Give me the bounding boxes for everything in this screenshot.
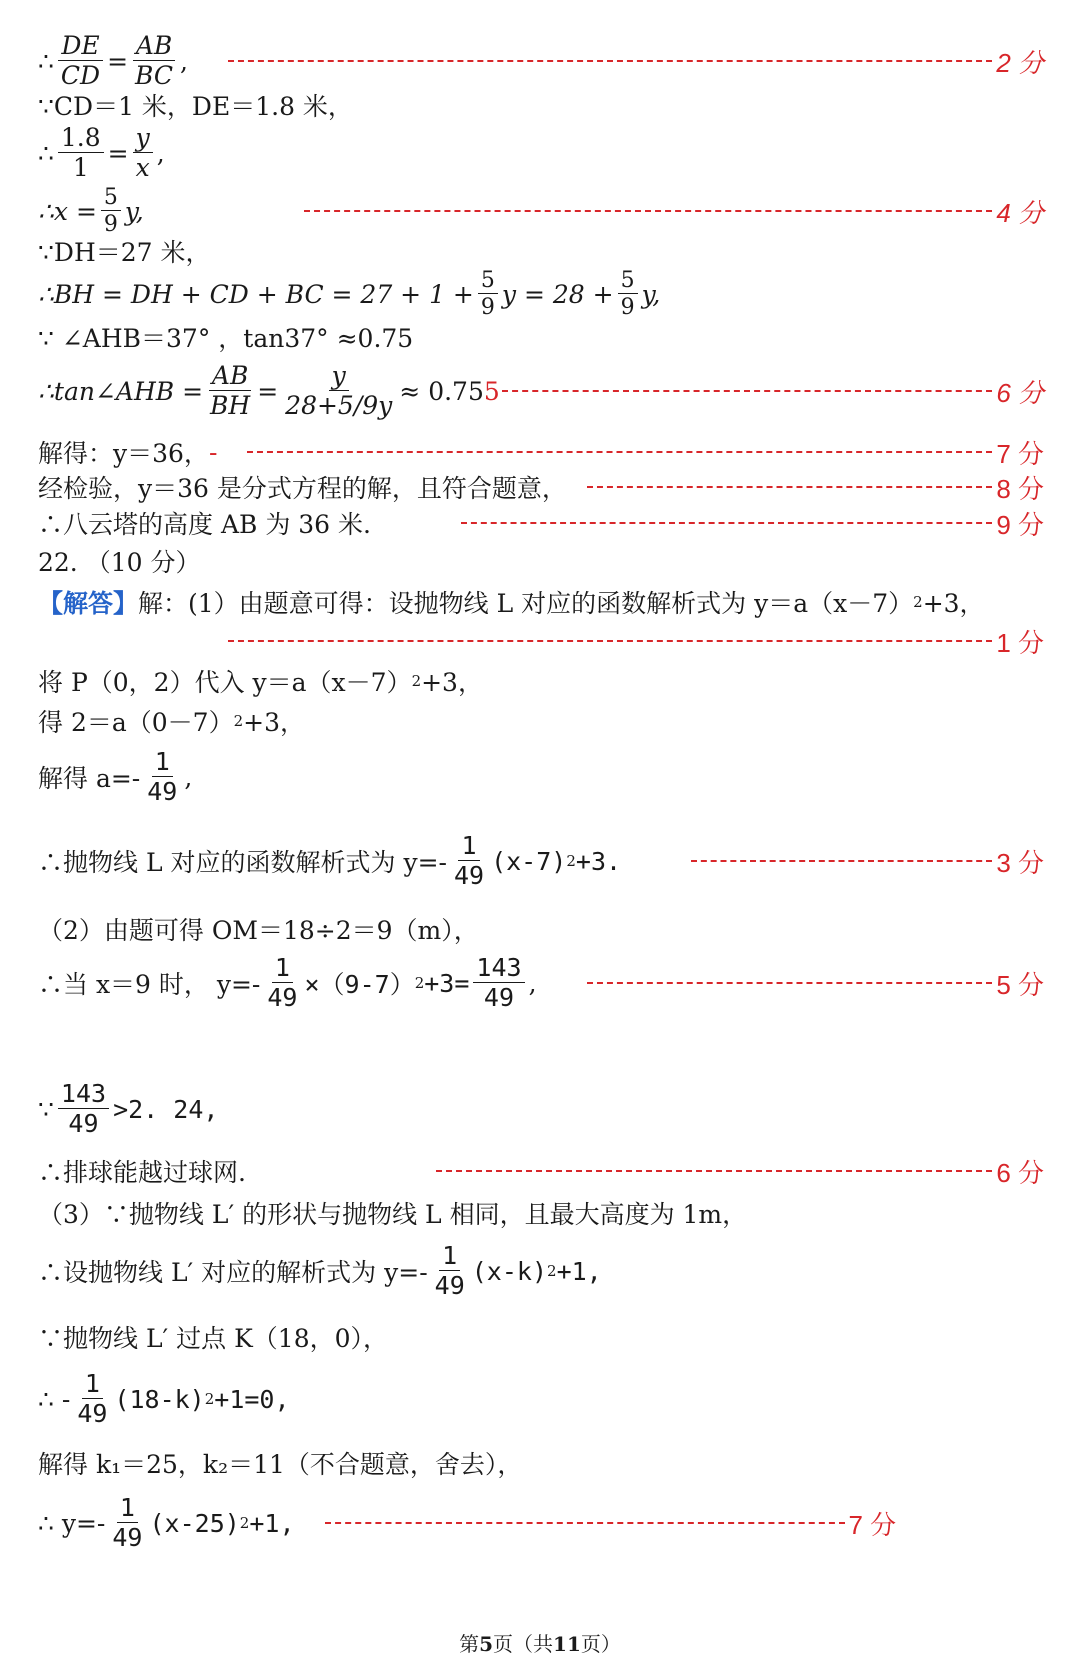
superscript: 2 xyxy=(566,852,576,870)
fraction-denominator: 49 xyxy=(68,1109,99,1138)
score-leader xyxy=(587,486,992,488)
text-line-18 xyxy=(38,912,1044,946)
score-leader xyxy=(587,982,993,984)
score-leader xyxy=(304,210,993,212)
superscript: 2 xyxy=(547,1262,557,1280)
score-leader xyxy=(247,451,992,453)
line-text: - xyxy=(208,437,218,467)
fraction-denominator: 49 xyxy=(77,1399,108,1428)
footer-text: 页） xyxy=(580,1632,621,1656)
line-text: ∴排球能越过球网. xyxy=(38,1158,246,1187)
text-line-26 xyxy=(38,1446,1044,1480)
score-mark: 5 分 xyxy=(996,969,1044,1000)
eq-line-20: ∵ $\frac{143}{49}$ >2. 24, xyxy=(38,1078,219,1138)
fraction-denominator: 49 xyxy=(434,1271,465,1300)
score-line-1 xyxy=(38,626,1044,656)
line-text: +3， xyxy=(243,708,305,737)
score-mark: 6 分 xyxy=(996,377,1044,408)
line-text: 将 P（0，2）代入 y＝a（x－7） xyxy=(38,668,412,697)
eq-line-17: ∴抛物线 L 对应的函数解析式为 y=- $\frac{1}{49}$ (x-7) 2 +3. 3 分 xyxy=(38,830,1044,890)
line-text: ∵ ∠AHB＝37° ，tan37° ≈0.75 xyxy=(38,324,414,353)
superscript: 2 xyxy=(204,1390,215,1408)
line-text: ∵抛物线 L′ 过点 K（18，0）， xyxy=(38,1324,389,1353)
score-leader xyxy=(436,1170,992,1172)
eq-line-4: ∴x = $\frac{5}{9}$ y, 4 分 xyxy=(38,184,1044,237)
fraction-denominator: 49 xyxy=(453,861,485,890)
fraction-numerator: 1 xyxy=(152,749,173,777)
superscript: 2 xyxy=(233,712,244,730)
superscript: 2 xyxy=(414,974,425,992)
text-line-7 xyxy=(38,320,1044,354)
answer-tag: 【解答】 xyxy=(38,589,139,618)
eq-line-27: ∴ y=- $\frac{1}{49}$ (x-25) 2 +1, 7 分 xyxy=(38,1492,897,1552)
text-line-5 xyxy=(38,234,1044,268)
fraction-numerator: 1 xyxy=(82,1371,103,1399)
fraction-denominator: 28+5/9y xyxy=(285,391,393,420)
fraction-numerator: 1 xyxy=(272,955,293,983)
score-mark: 8 分 xyxy=(996,473,1044,504)
line-text: +3， xyxy=(421,668,483,697)
line-text: （2）由题可得 OM＝18÷2＝9（m）， xyxy=(38,916,479,945)
text-line-10 xyxy=(38,470,1044,504)
footer-text: 页（共 xyxy=(493,1632,554,1656)
line-text: 经检验，y＝36 是分式方程的解，且符合题意， xyxy=(38,474,567,503)
eq-line-25: ∴ - $\frac{1}{49}$ (18-k) 2 +1=0, xyxy=(38,1368,290,1428)
text-line-9 xyxy=(38,435,1044,469)
superscript: 2 xyxy=(239,1514,250,1532)
score-leader xyxy=(502,390,993,392)
line-text: 得 2＝a（0－7） xyxy=(38,708,234,737)
fraction-denominator: 49 xyxy=(112,1523,143,1552)
fraction-numerator: 1 xyxy=(117,1495,138,1523)
fraction-denominator: 9 xyxy=(103,212,118,237)
fraction-denominator: 49 xyxy=(483,983,515,1012)
fraction-numerator: AB xyxy=(209,363,251,391)
text-line-21 xyxy=(38,1154,1044,1188)
eq-line-16: 解得 a=- $\frac{1}{49}$ , xyxy=(38,746,193,806)
text-line-22 xyxy=(38,1196,1044,1230)
score-mark: 1 分 xyxy=(996,627,1044,658)
eq-line-19: ∴当 x＝9 时， y=- $\frac{1}{49}$ ×（9-7） 2 +3= $\frac{143}{49}$ , 5 分 xyxy=(38,952,1044,1012)
line-text: 22. （10 分） xyxy=(38,548,201,577)
score-mark: 9 分 xyxy=(996,509,1044,540)
fraction-denominator: BC xyxy=(135,61,174,90)
eq-line-6: ∴BH = DH + CD + BC = 27 + 1 + $\frac{5}{9}$ y = 28 + $\frac{5}{9}$ y, xyxy=(38,267,661,320)
line-text: ∴八云塔的高度 AB 为 36 米. xyxy=(38,510,371,539)
line-text: （3）∵抛物线 L′ 的形状与抛物线 L 相同，且最大高度为 1m， xyxy=(38,1200,748,1229)
fraction-numerator: 143 xyxy=(473,955,524,983)
fraction-denominator: 9 xyxy=(620,295,635,320)
score-leader xyxy=(228,60,992,62)
fraction-numerator: 5 xyxy=(101,186,121,211)
fraction-numerator: 1.8 xyxy=(58,125,104,153)
page-total: 11 xyxy=(553,1632,581,1656)
page-footer xyxy=(0,1628,1080,1657)
score-leader xyxy=(691,860,992,862)
fraction-denominator: 1 xyxy=(72,153,89,182)
fraction-denominator: 9 xyxy=(480,295,495,320)
score-leader xyxy=(228,640,992,642)
fraction-denominator: x xyxy=(135,153,150,182)
fraction-numerator: 5 xyxy=(478,269,498,294)
fraction-denominator: BH xyxy=(210,391,251,420)
superscript: 2 xyxy=(411,672,422,690)
line-text: 解得 k₁＝25，k₂＝11（不合题意，舍去）， xyxy=(38,1450,523,1479)
fraction-numerator: y xyxy=(133,125,153,153)
score-mark: 6 分 xyxy=(996,1157,1044,1188)
fraction-numerator: 1 xyxy=(439,1243,460,1271)
score-mark: 7 分 xyxy=(848,1509,897,1540)
score-mark: 3 分 xyxy=(996,847,1044,878)
page-number: 5 xyxy=(479,1632,494,1656)
line-text: 解得：y＝36， xyxy=(38,439,209,468)
superscript: 2 xyxy=(913,593,923,611)
line-text: ∵CD＝1 米，DE＝1.8 米， xyxy=(38,92,353,121)
fraction-numerator: AB xyxy=(133,33,175,61)
fraction-numerator: DE xyxy=(58,33,102,61)
fraction-denominator: CD xyxy=(60,61,101,90)
fraction-numerator: 5 xyxy=(618,269,638,294)
fraction-numerator: 1 xyxy=(458,833,479,861)
fraction-denominator: 49 xyxy=(267,983,298,1012)
text-line-24 xyxy=(38,1320,1044,1354)
fraction-denominator: 49 xyxy=(147,777,178,806)
score-leader xyxy=(325,1522,845,1524)
eq-line-8: ∴tan∠AHB = $\frac{AB}{BH}$ = $\frac{y}{28+5/9y}$ ≈ 0.75 5 6 分 xyxy=(38,360,1044,420)
eq-line-3: ∴ $\frac{1.8}{1}$ = $\frac{y}{x}$ , xyxy=(38,122,165,182)
score-leader xyxy=(461,522,992,524)
line-text: 解：(1）由题意可得：设抛物线 L 对应的函数解析式为 y＝a（x－7） xyxy=(138,589,914,618)
text-line-13 xyxy=(38,584,1044,620)
footer-text: 第 xyxy=(459,1632,480,1656)
text-line-11 xyxy=(38,506,1044,540)
text-line-2 xyxy=(38,88,1044,122)
line-text: ∵DH＝27 米， xyxy=(38,238,211,267)
text-line-15 xyxy=(38,704,1044,738)
question-heading xyxy=(38,544,1044,578)
score-mark: 2 分 xyxy=(996,47,1044,78)
eq-line-1: ∴ $\frac{DE}{CD}$ = $\frac{AB}{BC}$ , 2 分 xyxy=(38,30,1044,90)
line-text: +3， xyxy=(922,589,985,618)
fraction-numerator: y xyxy=(329,363,349,391)
score-mark: 4 分 xyxy=(996,197,1044,228)
fraction-numerator: 143 xyxy=(58,1081,109,1109)
eq-line-23: ∴设抛物线 L′ 对应的解析式为 y=- $\frac{1}{49}$ (x-k) 2 +1, xyxy=(38,1240,602,1300)
score-mark: 7 分 xyxy=(996,438,1044,469)
text-line-14 xyxy=(38,664,1044,698)
